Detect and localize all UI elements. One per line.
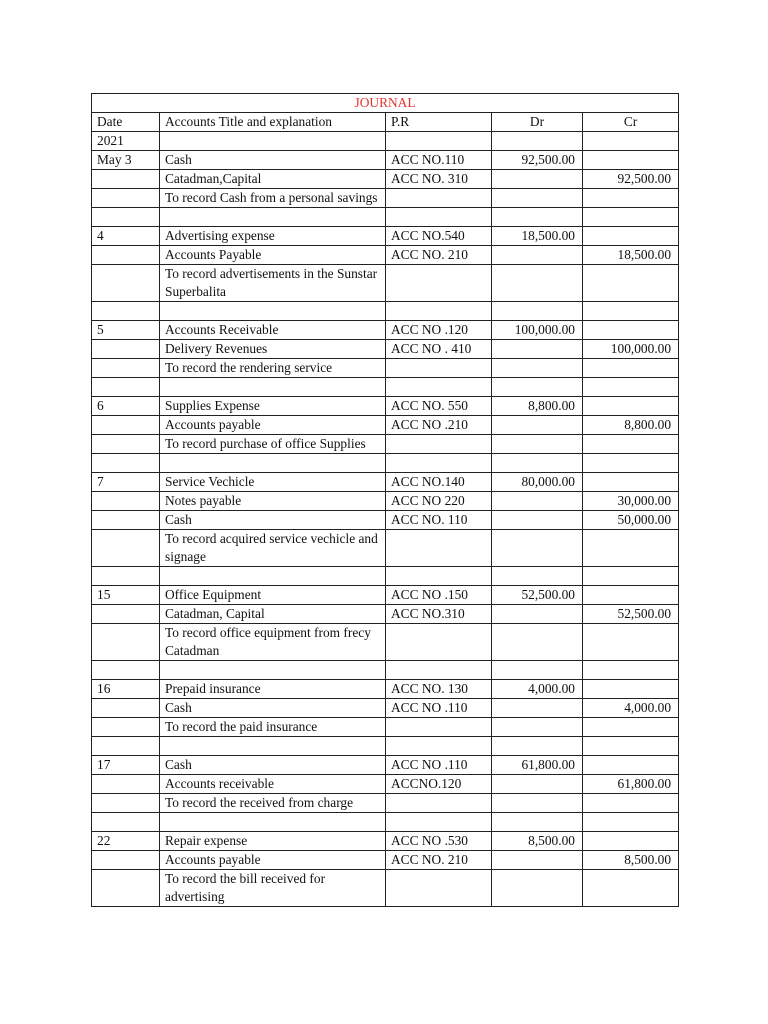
debit-cell: 4,000.00 (492, 680, 583, 699)
account-cell: To record office equipment from frecy Catadman (160, 624, 386, 661)
account-cell: Cash (160, 699, 386, 718)
debit-cell (492, 699, 583, 718)
account-cell: To record the paid insurance (160, 718, 386, 737)
journal-entry-row (92, 321, 679, 340)
date-cell (92, 737, 160, 756)
credit-cell: 18,500.00 (583, 246, 679, 265)
pr-cell: ACC NO .210 (386, 416, 492, 435)
pr-cell (386, 208, 492, 227)
debit-cell: 8,500.00 (492, 832, 583, 851)
account-cell: To record the received from charge (160, 794, 386, 813)
debit-cell (492, 605, 583, 624)
pr-cell: ACC NO .110 (386, 699, 492, 718)
debit-cell (492, 492, 583, 511)
date-cell (92, 775, 160, 794)
pr-cell (386, 435, 492, 454)
debit-cell: 52,500.00 (492, 586, 583, 605)
date-cell (92, 454, 160, 473)
credit-cell (583, 454, 679, 473)
debit-cell (492, 359, 583, 378)
pr-cell: ACC NO. 310 (386, 170, 492, 189)
pr-cell: ACC NO 220 (386, 492, 492, 511)
credit-cell (583, 870, 679, 907)
account-cell: Accounts payable (160, 851, 386, 870)
debit-cell (492, 567, 583, 586)
header-pr: P.R (386, 113, 492, 132)
pr-cell: ACC NO .110 (386, 756, 492, 775)
journal-entry-row (92, 851, 679, 870)
pr-cell: ACC NO. 210 (386, 246, 492, 265)
date-cell (92, 378, 160, 397)
account-cell: Notes payable (160, 492, 386, 511)
debit-cell (492, 813, 583, 832)
journal-entry-row (92, 246, 679, 265)
account-cell: Advertising expense (160, 227, 386, 246)
debit-cell (492, 661, 583, 680)
date-cell (92, 567, 160, 586)
credit-cell (583, 227, 679, 246)
account-cell: Prepaid insurance (160, 680, 386, 699)
journal-entry-row (92, 586, 679, 605)
debit-cell (492, 851, 583, 870)
date-cell (92, 170, 160, 189)
date-cell (92, 699, 160, 718)
journal-entry-row (92, 870, 679, 907)
date-cell (92, 246, 160, 265)
date-cell: 6 (92, 397, 160, 416)
year-row (92, 132, 679, 151)
credit-cell (583, 530, 679, 567)
debit-cell (492, 416, 583, 435)
journal-entry-row (92, 265, 679, 302)
date-cell (92, 435, 160, 454)
journal-entry-row (92, 832, 679, 851)
account-cell: Delivery Revenues (160, 340, 386, 359)
date-cell: May 3 (92, 151, 160, 170)
date-cell (92, 624, 160, 661)
debit-cell (492, 340, 583, 359)
journal-entry-row (92, 302, 679, 321)
pr-cell: ACC NO.110 (386, 151, 492, 170)
empty-cell (386, 132, 492, 151)
date-cell: 7 (92, 473, 160, 492)
date-cell (92, 511, 160, 530)
title-row (92, 94, 679, 113)
credit-cell (583, 718, 679, 737)
pr-cell (386, 870, 492, 907)
credit-cell: 100,000.00 (583, 340, 679, 359)
pr-cell (386, 718, 492, 737)
journal-table (91, 93, 679, 907)
debit-cell (492, 189, 583, 208)
debit-cell (492, 530, 583, 567)
account-cell: Service Vechicle (160, 473, 386, 492)
credit-cell (583, 151, 679, 170)
journal-entry-row (92, 680, 679, 699)
date-cell: 16 (92, 680, 160, 699)
credit-cell (583, 567, 679, 586)
credit-cell (583, 813, 679, 832)
date-cell (92, 208, 160, 227)
journal-entry-row (92, 813, 679, 832)
pr-cell: ACC NO.310 (386, 605, 492, 624)
pr-cell: ACC NO. 130 (386, 680, 492, 699)
journal-body (92, 94, 679, 907)
pr-cell: ACC NO .150 (386, 586, 492, 605)
credit-cell: 4,000.00 (583, 699, 679, 718)
credit-cell (583, 624, 679, 661)
pr-cell (386, 189, 492, 208)
account-cell: Office Equipment (160, 586, 386, 605)
empty-cell (160, 132, 386, 151)
date-cell: 22 (92, 832, 160, 851)
header-dr: Dr (492, 113, 583, 132)
pr-cell: ACC NO.540 (386, 227, 492, 246)
pr-cell: ACC NO. 110 (386, 511, 492, 530)
journal-entry-row (92, 737, 679, 756)
debit-cell: 80,000.00 (492, 473, 583, 492)
pr-cell (386, 813, 492, 832)
credit-cell (583, 378, 679, 397)
date-cell (92, 340, 160, 359)
date-cell (92, 718, 160, 737)
credit-cell: 8,500.00 (583, 851, 679, 870)
account-cell: Repair expense (160, 832, 386, 851)
date-cell (92, 302, 160, 321)
header-row (92, 113, 679, 132)
pr-cell: ACCNO.120 (386, 775, 492, 794)
empty-cell (492, 132, 583, 151)
pr-cell (386, 454, 492, 473)
account-cell (160, 302, 386, 321)
date-cell (92, 851, 160, 870)
credit-cell: 50,000.00 (583, 511, 679, 530)
date-cell (92, 870, 160, 907)
header-account: Accounts Title and explanation (160, 113, 386, 132)
account-cell: Cash (160, 756, 386, 775)
debit-cell (492, 302, 583, 321)
journal-entry-row (92, 530, 679, 567)
credit-cell (583, 435, 679, 454)
journal-entry-row (92, 359, 679, 378)
header-cr: Cr (583, 113, 679, 132)
debit-cell (492, 265, 583, 302)
account-cell: To record acquired service vechicle and signage (160, 530, 386, 567)
pr-cell (386, 567, 492, 586)
empty-cell (583, 132, 679, 151)
pr-cell: ACC NO.140 (386, 473, 492, 492)
debit-cell (492, 378, 583, 397)
journal-entry-row (92, 378, 679, 397)
date-cell (92, 265, 160, 302)
credit-cell (583, 189, 679, 208)
account-cell: Cash (160, 511, 386, 530)
credit-cell (583, 586, 679, 605)
journal-entry-row (92, 718, 679, 737)
account-cell (160, 208, 386, 227)
debit-cell (492, 454, 583, 473)
credit-cell (583, 321, 679, 340)
pr-cell (386, 661, 492, 680)
date-cell: 17 (92, 756, 160, 775)
journal-entry-row (92, 208, 679, 227)
pr-cell (386, 794, 492, 813)
credit-cell (583, 208, 679, 227)
credit-cell (583, 794, 679, 813)
journal-entry-row (92, 775, 679, 794)
date-cell (92, 605, 160, 624)
pr-cell: ACC NO. 210 (386, 851, 492, 870)
journal-title: JOURNAL (92, 94, 679, 113)
debit-cell (492, 870, 583, 907)
journal-entry-row (92, 340, 679, 359)
account-cell: Supplies Expense (160, 397, 386, 416)
account-cell: Accounts receivable (160, 775, 386, 794)
account-cell: To record the bill received for advertising (160, 870, 386, 907)
journal-entry-row (92, 397, 679, 416)
date-cell (92, 416, 160, 435)
credit-cell (583, 680, 679, 699)
credit-cell (583, 302, 679, 321)
account-cell: Catadman,Capital (160, 170, 386, 189)
debit-cell: 8,800.00 (492, 397, 583, 416)
journal-entry-row (92, 605, 679, 624)
journal-entry-row (92, 794, 679, 813)
pr-cell (386, 359, 492, 378)
account-cell (160, 813, 386, 832)
credit-cell (583, 832, 679, 851)
credit-cell: 92,500.00 (583, 170, 679, 189)
credit-cell: 61,800.00 (583, 775, 679, 794)
journal-entry-row (92, 661, 679, 680)
credit-cell (583, 359, 679, 378)
journal-entry-row (92, 511, 679, 530)
account-cell: Catadman, Capital (160, 605, 386, 624)
date-cell: 15 (92, 586, 160, 605)
journal-entry-row (92, 435, 679, 454)
pr-cell: ACC NO. 550 (386, 397, 492, 416)
pr-cell (386, 737, 492, 756)
account-cell: To record the rendering service (160, 359, 386, 378)
debit-cell (492, 208, 583, 227)
journal-entry-row (92, 416, 679, 435)
journal-entry-row (92, 454, 679, 473)
journal-entry-row (92, 756, 679, 775)
account-cell: Accounts payable (160, 416, 386, 435)
account-cell: Accounts Receivable (160, 321, 386, 340)
pr-cell: ACC NO .530 (386, 832, 492, 851)
date-cell (92, 492, 160, 511)
account-cell (160, 567, 386, 586)
account-cell: To record advertisements in the Sunstar Superbalita (160, 265, 386, 302)
journal-entry-row (92, 624, 679, 661)
account-cell (160, 454, 386, 473)
date-cell (92, 813, 160, 832)
debit-cell (492, 170, 583, 189)
journal-entry-row (92, 151, 679, 170)
date-cell (92, 359, 160, 378)
date-cell (92, 530, 160, 567)
account-cell: To record purchase of office Supplies (160, 435, 386, 454)
debit-cell (492, 511, 583, 530)
debit-cell: 92,500.00 (492, 151, 583, 170)
debit-cell: 61,800.00 (492, 756, 583, 775)
account-cell: Cash (160, 151, 386, 170)
date-cell: 5 (92, 321, 160, 340)
journal-entry-row (92, 189, 679, 208)
debit-cell (492, 718, 583, 737)
date-cell: 4 (92, 227, 160, 246)
journal-entry-row (92, 699, 679, 718)
debit-cell: 18,500.00 (492, 227, 583, 246)
journal-entry-row (92, 473, 679, 492)
header-date: Date (92, 113, 160, 132)
debit-cell: 100,000.00 (492, 321, 583, 340)
credit-cell: 8,800.00 (583, 416, 679, 435)
date-cell (92, 189, 160, 208)
credit-cell (583, 473, 679, 492)
credit-cell (583, 661, 679, 680)
date-cell (92, 794, 160, 813)
debit-cell (492, 794, 583, 813)
pr-cell: ACC NO . 410 (386, 340, 492, 359)
credit-cell (583, 265, 679, 302)
credit-cell (583, 756, 679, 775)
credit-cell (583, 397, 679, 416)
account-cell: To record Cash from a personal savings (160, 189, 386, 208)
debit-cell (492, 246, 583, 265)
credit-cell: 30,000.00 (583, 492, 679, 511)
account-cell (160, 378, 386, 397)
pr-cell: ACC NO .120 (386, 321, 492, 340)
debit-cell (492, 435, 583, 454)
account-cell (160, 661, 386, 680)
journal-entry-row (92, 567, 679, 586)
debit-cell (492, 775, 583, 794)
date-cell (92, 661, 160, 680)
pr-cell (386, 624, 492, 661)
pr-cell (386, 530, 492, 567)
account-cell: Accounts Payable (160, 246, 386, 265)
journal-entry-row (92, 492, 679, 511)
debit-cell (492, 737, 583, 756)
account-cell (160, 737, 386, 756)
credit-cell: 52,500.00 (583, 605, 679, 624)
pr-cell (386, 378, 492, 397)
journal-entry-row (92, 227, 679, 246)
credit-cell (583, 737, 679, 756)
debit-cell (492, 624, 583, 661)
journal-entry-row (92, 170, 679, 189)
pr-cell (386, 265, 492, 302)
year-cell: 2021 (92, 132, 160, 151)
pr-cell (386, 302, 492, 321)
